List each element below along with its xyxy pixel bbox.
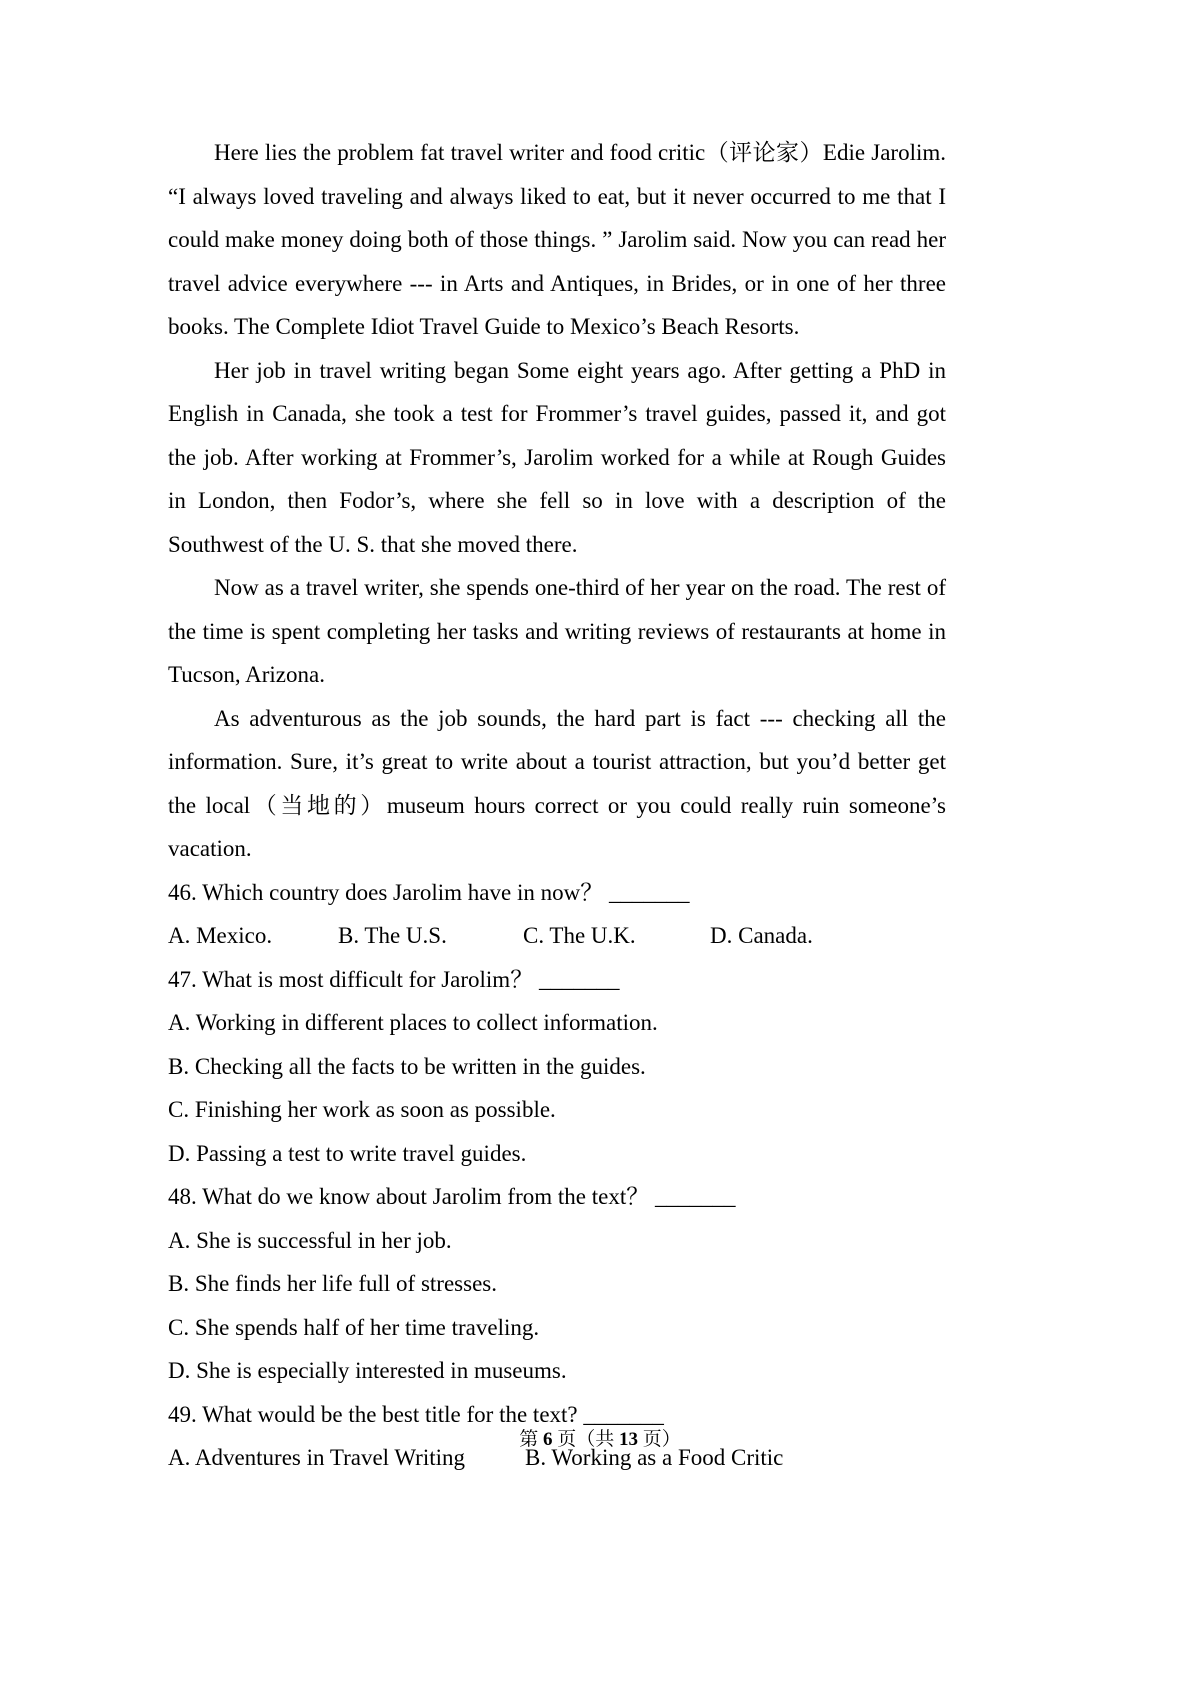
option-48-b: B. She finds her life full of stresses.: [168, 1271, 497, 1296]
footer-text-middle: 页（共: [552, 1429, 619, 1450]
option-47-d: D. Passing a test to write travel guides.: [168, 1140, 527, 1166]
paragraph-3: Now as a travel writer, she spends one-third of her year on the road. The rest of the time is spent completing her tasks and writing reviews of restaurants at home in Tucson, Arizona.: [168, 575, 946, 687]
option-46-c: C. The U.K.: [523, 923, 636, 948]
option-48-d: D. She is especially interested in museums.: [168, 1358, 567, 1383]
option-49-a: A. Adventures in Travel Writing: [168, 1445, 466, 1470]
question-47: [168, 958, 946, 1176]
paragraph-4: As adventurous as the job sounds, the hard part is fact --- checking all the information. Sure, it’s great to write about a tourist attraction, but you’d better get the local（当地的）museum hours correct or you could really ruin someone’s vacation.: [168, 705, 946, 861]
option-48-a: A. She is successful in her job.: [168, 1227, 452, 1253]
option-49-b: B. Working as a Food Critic: [525, 1445, 784, 1470]
footer-page-number: 6: [542, 1429, 553, 1450]
option-47-b: B. Checking all the facts to be written in the guides.: [168, 1053, 646, 1079]
page-footer: [0, 1426, 1200, 1454]
paragraph-1: Here lies the problem fat travel writer and food critic（评论家）Edie Jarolim. “I always loved traveling and always liked to eat, but it never occurred to me that I could make money doing both of those things. ” Jarolim said. Now you can read her travel advice everywhere --- in Arts and Antiques, in Brides, or in one of her three books. The Complete Idiot Travel Guide to Mexico’s Beach Resorts.: [168, 140, 946, 339]
footer-total-pages: 13: [619, 1429, 638, 1450]
page-content: [168, 131, 946, 1480]
footer-text-prefix: 第: [519, 1429, 543, 1450]
footer-text-suffix: 页）: [638, 1429, 681, 1450]
option-46-a: A. Mexico.: [168, 923, 273, 948]
question-47-stem: 47. What is most difficult for Jarolim？ _______: [168, 966, 620, 992]
option-47-c: C. Finishing her work as soon as possible.: [168, 1097, 556, 1122]
question-46-stem: 46. Which country does Jarolim have in now？ _______: [168, 879, 690, 905]
paragraph-2: Her job in travel writing began Some eight years ago. After getting a PhD in English in Canada, she took a test for Frommer’s travel guides, passed it, and got the job. After working at Frommer’s, Jarolim worked for a while at Rough Guides in London, then Fodor’s, where she fell so in love with a description of the Southwest of the U. S. that she moved there.: [168, 357, 946, 557]
question-48: [168, 1175, 946, 1393]
option-46-b: B. The U.S.: [338, 923, 447, 948]
question-48-stem: 48. What do we know about Jarolim from the text？ _______: [168, 1184, 736, 1209]
question-46-options: [168, 914, 946, 958]
option-47-a: A. Working in different places to collect information.: [168, 1010, 658, 1035]
option-46-d: D. Canada.: [710, 923, 813, 948]
option-48-c: C. She spends half of her time traveling.: [168, 1314, 540, 1340]
question-46: [168, 871, 946, 958]
question-49-stem: 49. What would be the best title for the text? _______: [168, 1401, 664, 1427]
